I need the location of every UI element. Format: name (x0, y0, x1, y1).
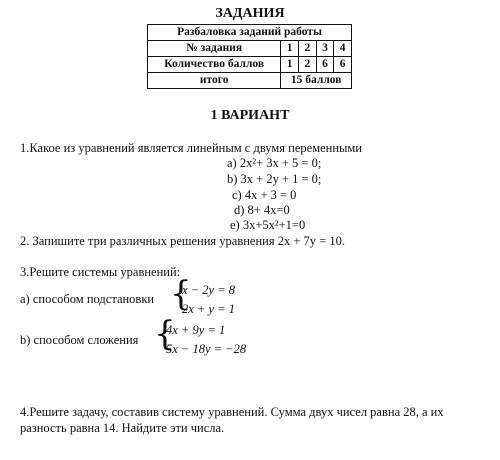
row-label: итого (148, 73, 281, 89)
system-a-eq2: 2x + y = 1 (182, 302, 235, 316)
table-cell: 2 (299, 41, 317, 57)
system-a (170, 274, 280, 323)
table-cell: 1 (281, 57, 299, 73)
table-row (148, 57, 352, 73)
system-a-eq1: x − 2y = 8 (182, 283, 235, 297)
table-cell: 6 (316, 57, 334, 73)
system-b-eq1: 4x + 9y = 1 (166, 323, 226, 337)
q1-option-e: e) 3x+5x²+1=0 (230, 218, 306, 232)
system-b (154, 314, 294, 363)
q1-option-a: a) 2x²+ 3x + 5 = 0; (227, 156, 322, 170)
table-row (148, 41, 352, 57)
score-table (147, 24, 352, 89)
total-value: 15 баллов (281, 73, 352, 89)
question-4-line-1: 4.Решите задачу, составив систему уравнений. Сумма двух чисел равна 28, а их (20, 405, 444, 419)
q1-option-d: d) 8+ 4x=0 (234, 203, 290, 217)
question-2: 2. Запишите три различных решения уравнения 2x + 7y = 10. (20, 234, 345, 248)
table-cell: 6 (334, 57, 352, 73)
page-title: ЗАДАНИЯ (215, 6, 285, 21)
q1-option-b: b) 3x + 2y + 1 = 0; (227, 172, 322, 186)
q3-a-label: а) способом подстановки (20, 292, 155, 306)
question-1: 1.Какое из уравнений является линейным с двумя переменными (20, 141, 363, 155)
table-row (148, 73, 352, 89)
table-cell: 1 (281, 41, 299, 57)
question-4-line-2: разность равна 14. Найдите эти числа. (20, 421, 225, 435)
q3-b-label: b) способом сложения (20, 333, 139, 347)
question-3: 3.Решите системы уравнений: (20, 265, 181, 279)
system-b-eq2: 5x − 18y = −28 (166, 342, 247, 356)
table-cell: 4 (334, 41, 352, 57)
brace-icon: { (170, 274, 192, 314)
row-label: Количество баллов (148, 57, 281, 73)
row-label: № задания (148, 41, 281, 57)
table-row (148, 25, 352, 41)
table-title: Разбаловка заданий работы (148, 25, 352, 41)
variant-title: 1 ВАРИАНТ (210, 108, 290, 123)
table-cell: 3 (316, 41, 334, 57)
brace-icon: { (154, 314, 176, 354)
q1-option-c: c) 4x + 3 = 0 (232, 188, 297, 202)
table-cell: 2 (299, 57, 317, 73)
